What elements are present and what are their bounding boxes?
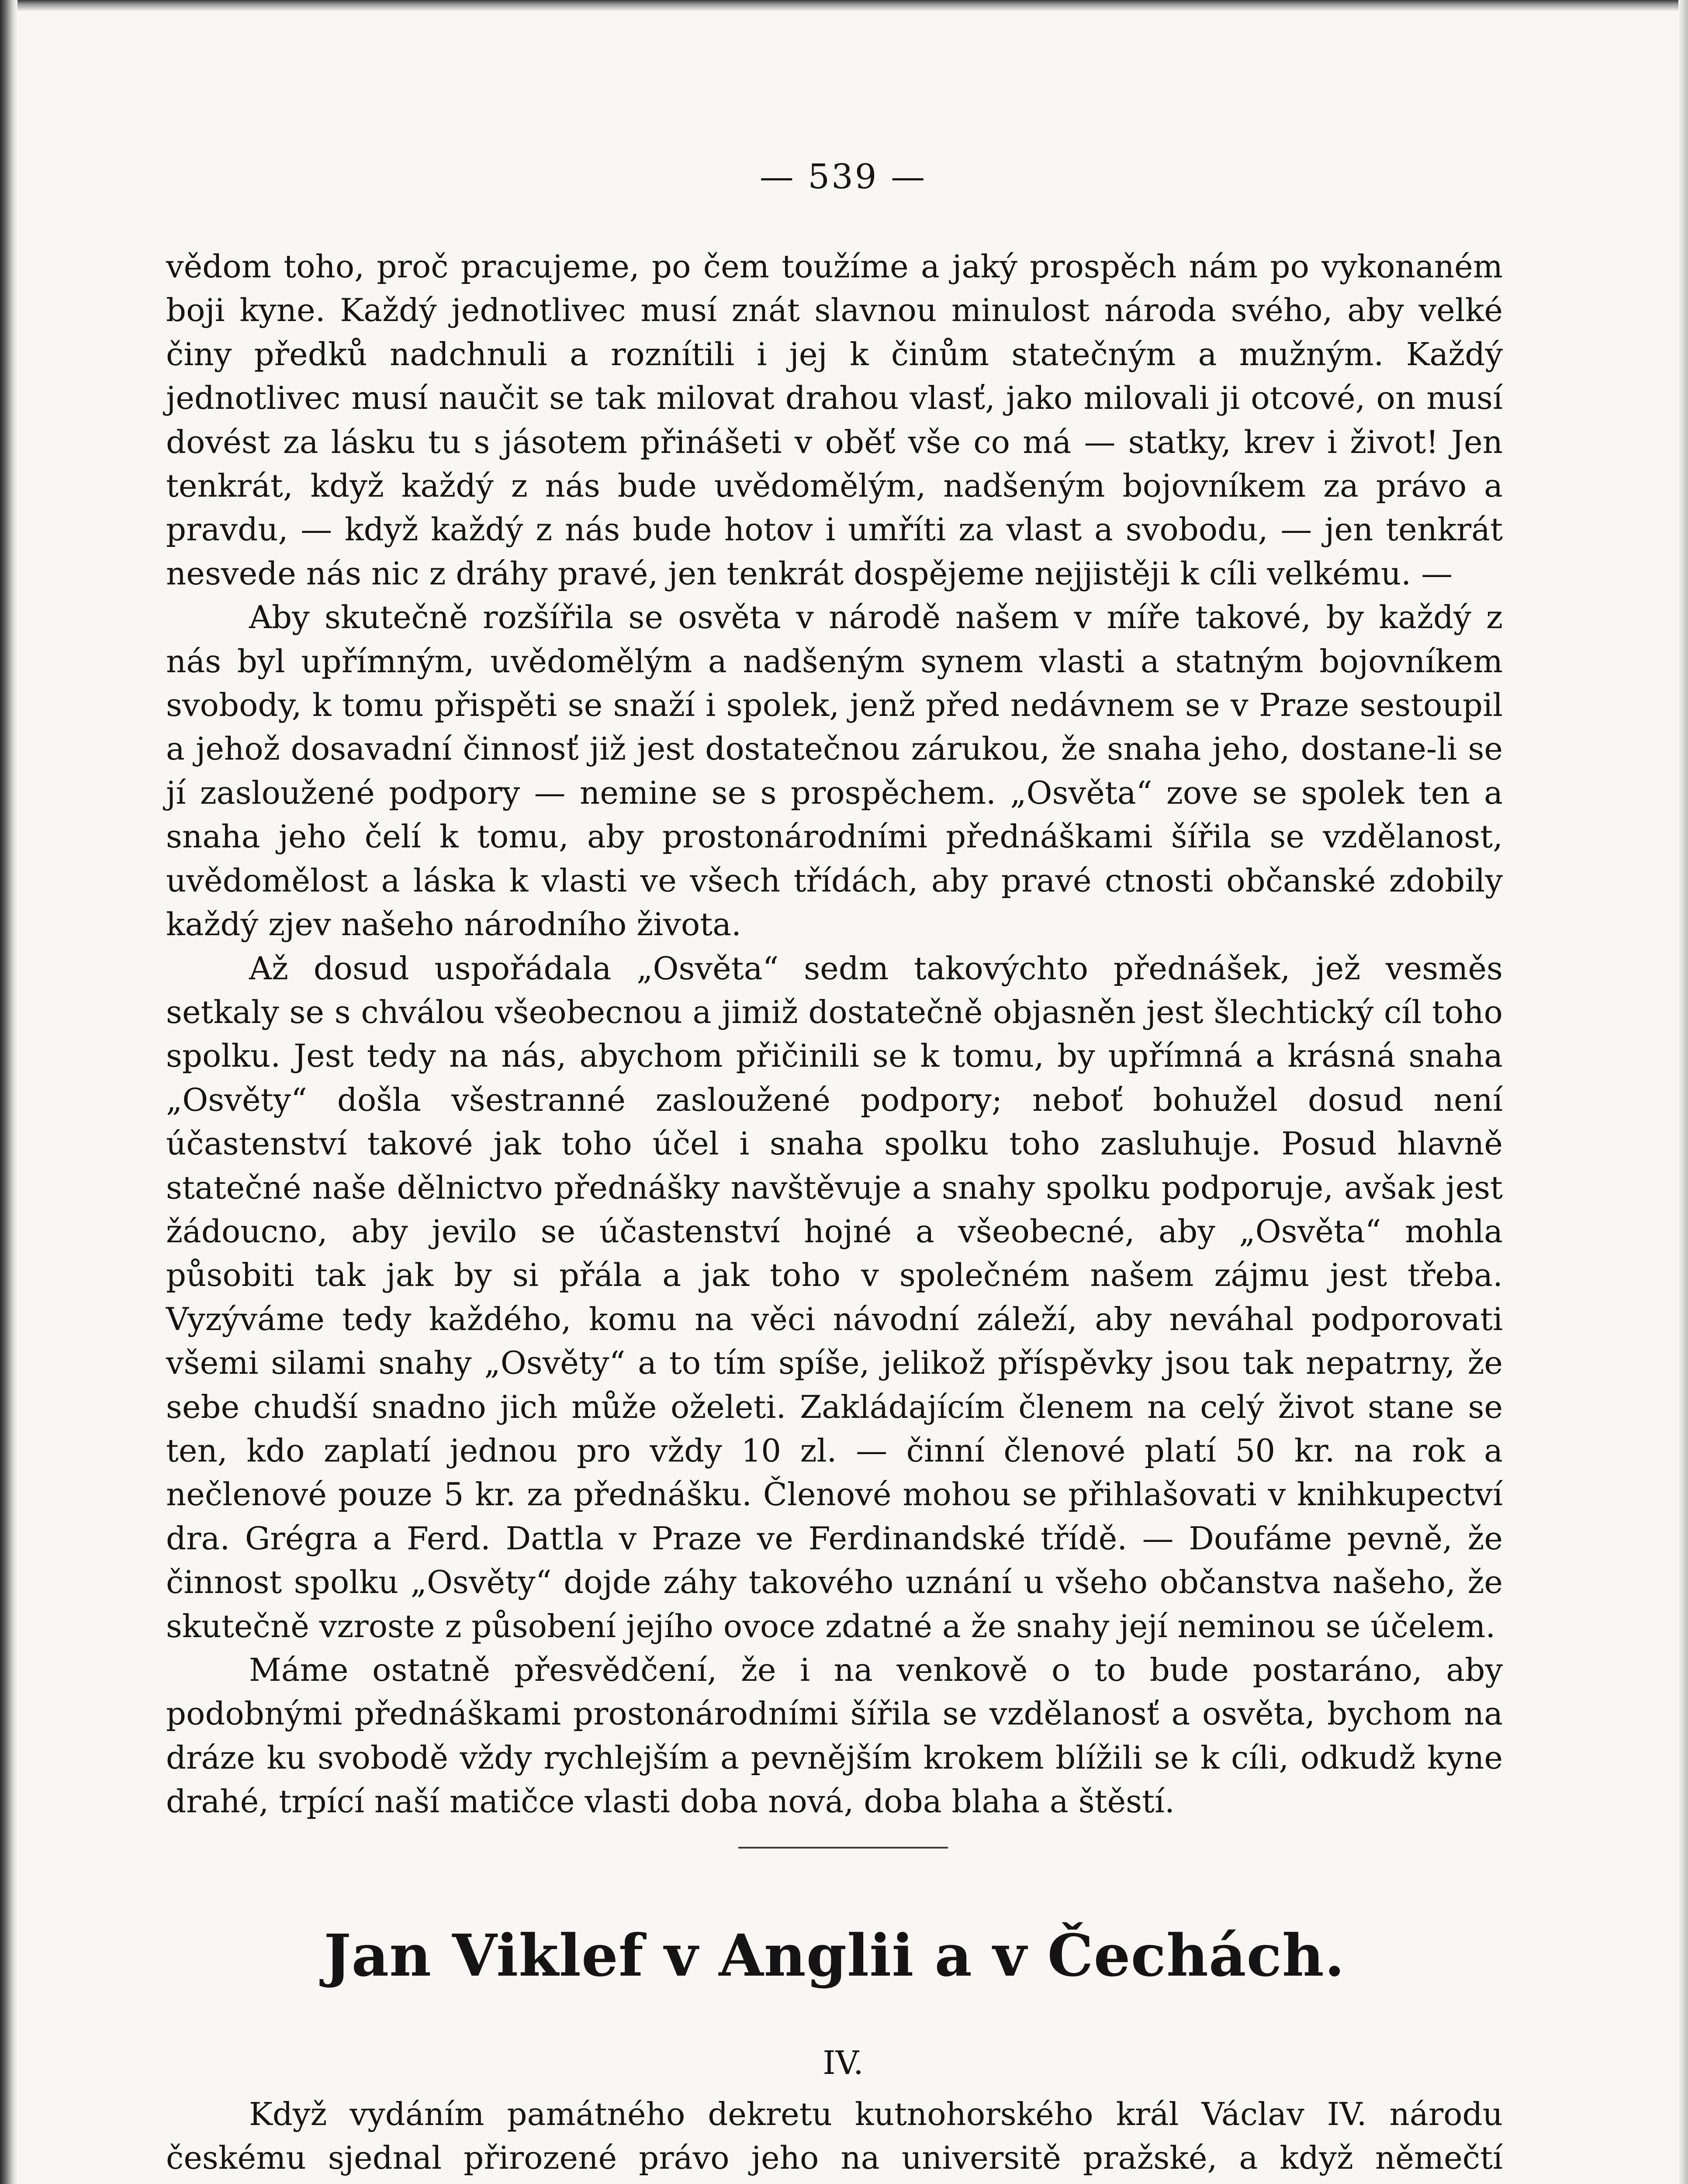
paragraph-2: Aby skutečně rozšířila se osvěta v národě našem v míře takové, by každý z nás byl upřímným, uvědomělým a nadšeným synem vlasti a statným bojovníkem svobody, k tomu přispěti se snaží i spolek, jenž před nedávnem se v Praze sestoupil a jehož dosavadní činnosť již jest dostatečnou zárukou, že snaha jeho, dostane-li se jí zasloužené podpory — nemine se s prospěchem. „Osvěta“ zove se spolek ten a snaha jeho čelí k tomu, aby prostonárodními přednáškami šířila se vzdělanost, uvědomělost a láska k vlasti ve všech třídách, aby pravé ctnosti občanské zdobily každý zjev našeho národního života. [166,599,1503,943]
scan-edge-top [0,0,1688,11]
paragraph-1: vědom toho, proč pracujeme, po čem toužíme a jaký prospěch nám po vykonaném boji kyne. Každý jednotlivec musí znát slavnou minulost národa svého, aby velké činy předků nadchnuli a roznítili i jej k činům statečným a mužným. Každý jednotlivec musí naučit se tak milovat drahou vlasť, jako milovali ji otcové, on musí dovést za lásku tu s jásotem přinášeti v oběť vše co má — statky, krev i život! Jen tenkrát, když každý z nás bude uvědomělým, nadšeným bojovníkem za právo a pravdu, — když každý z nás bude hotov i umříti za vlast a svobodu, — jen tenkrát nesvede nás nic z dráhy pravé, jen tenkrát dospějeme nejjistěji k cíli velkému. — [166,248,1503,592]
article-opening-text: Když vydáním památného dekretu kutnohorského král Václav IV. národu českému sjednal přirozené právo jeho na universitě pražské, a když němečtí [166,2096,1503,2177]
article-title: Jan Viklef v Anglii a v Čechách. [324,1922,1345,1990]
page-number: — 539 — [759,157,927,197]
section-divider [738,1847,948,1849]
scan-edge-right [1678,0,1688,2184]
first-section-text [166,245,1503,1824]
section-numeral: IV. [823,2044,864,2082]
scan-edge-left [0,0,17,2184]
paragraph-3: Až dosud uspořádala „Osvěta“ sedm takovýchto přednášek, jež vesměs setkaly se s chválou všeobecnou a jimiž dostatečně objasněn jest šlechtický cíl toho spolku. Jest tedy na nás, abychom přičinili se k tomu, by upřímná a krásná snaha „Osvěty“ došla všestranné zasloužené podpory; neboť bohužel dosud není účastenství takové jak toho účel i snaha spolku toho zasluhuje. Posud hlavně statečné naše dělnictvo přednášky navštěvuje a snahy spolku podporuje, avšak jest žádoucno, aby jevilo se účastenství hojné a všeobecné, aby „Osvěta“ mohla působiti tak jak by si přála a jak toho v společném našem zájmu jest třeba. Vyzýváme tedy každého, komu na věci návodní záleží, aby neváhal podporovati všemi silami snahy „Osvěty“ a to tím spíše, jelikož příspěvky jsou tak nepatrny, že sebe chudší snadno jich může oželeti. Zakládajícím členem na celý život stane se ten, kdo zaplatí jednou pro vždy 10 zl. — činní členové platí 50 kr. na rok a nečlenové pouze 5 kr. za přednášku. Členové mohou se přihlašovati v knihkupectví dra. Grégra a Ferd. Dattla v Praze ve Ferdinandské třídě. — Doufáme pevně, že činnost spolku „Osvěty“ dojde záhy takového uznání u všeho občanstva našeho, že skutečně vzroste z působení jejího ovoce zdatné a že snahy její neminou se účelem. [166,950,1503,1645]
article-paragraph-1 [166,2092,1503,2184]
paragraph-4: Máme ostatně přesvědčení, že i na venkově o to bude postaráno, aby podobnými přednáškami prostonárodními šířila se vzdělanosť a osvěta, bychom na dráze ku svobodě vždy rychlejším a pevnějším krokem blížili se k cíli, odkudž kyne drahé, trpící naší matičce vlasti doba nová, doba blaha a štěstí. [166,1652,1503,1820]
article-text [166,2092,1503,2184]
